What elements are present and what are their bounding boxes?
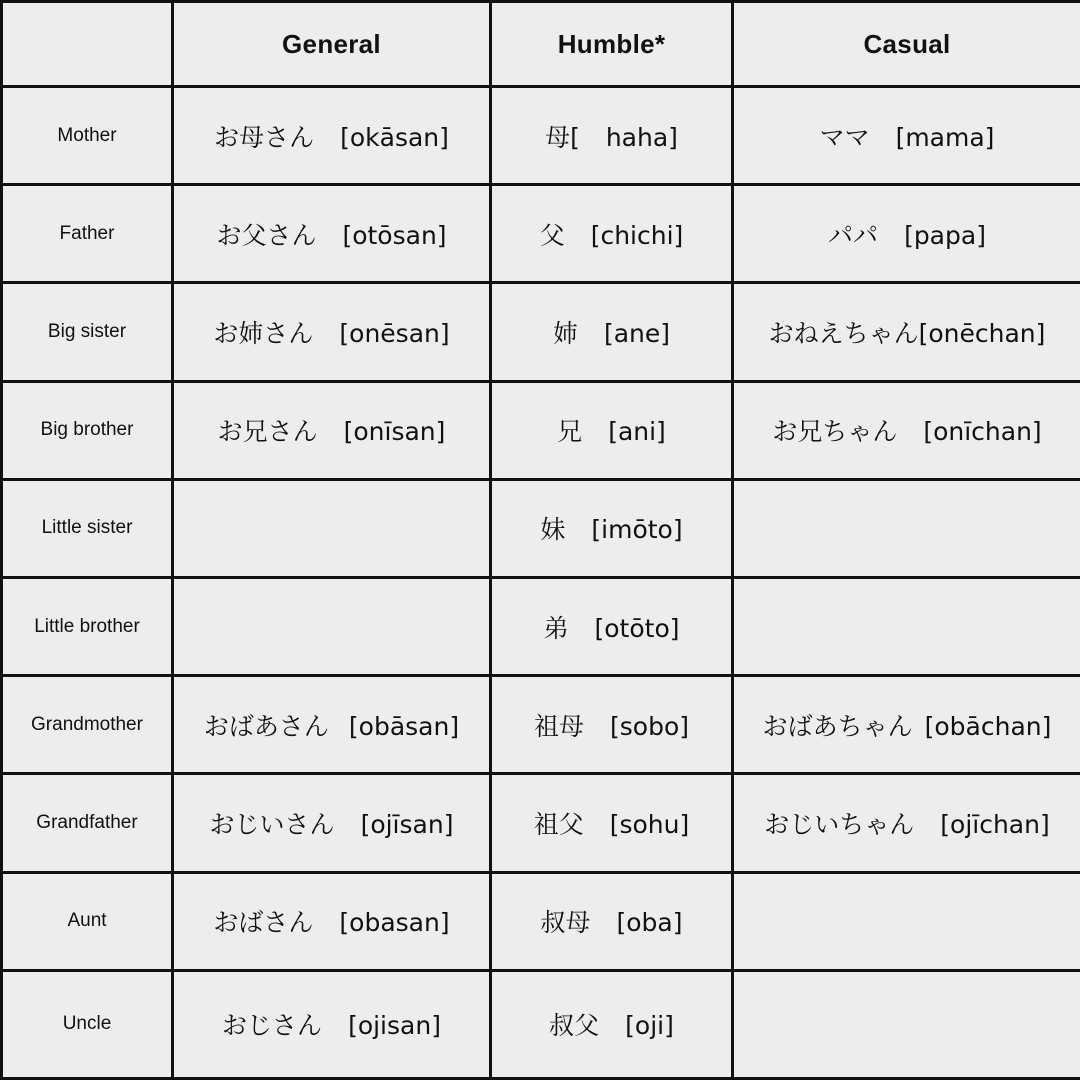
header-casual: Casual <box>733 2 1080 87</box>
table-row <box>2 479 1080 577</box>
humble-japanese: 姉 <box>552 318 578 348</box>
row-label: Grandmother <box>2 676 173 774</box>
general-romaji: [okāsan] <box>340 122 449 152</box>
humble-japanese: 叔母 <box>540 908 591 938</box>
general-japanese: おばあさん <box>203 711 329 741</box>
humble-romaji: [sohu] <box>609 809 690 839</box>
general-japanese: おじいさん <box>209 809 335 839</box>
casual-cell <box>733 774 1080 872</box>
table-row <box>2 283 1080 381</box>
general-romaji: [otōsan] <box>342 220 447 250</box>
general-cell <box>173 283 491 381</box>
casual-japanese: おねえちゃん <box>768 318 919 348</box>
casual-cell <box>733 577 1080 675</box>
header-general: General <box>173 2 491 87</box>
humble-japanese: 祖父 <box>533 809 584 839</box>
humble-cell <box>491 577 733 675</box>
general-romaji: [ojīsan] <box>360 809 454 839</box>
row-label: Aunt <box>2 872 173 970</box>
humble-cell <box>491 479 733 577</box>
humble-japanese: 祖母 <box>533 711 584 741</box>
general-cell <box>173 970 491 1078</box>
general-cell <box>173 185 491 283</box>
humble-cell <box>491 185 733 283</box>
humble-romaji: [ani] <box>608 417 666 447</box>
casual-romaji: [onēchan] <box>918 318 1046 348</box>
row-label: Father <box>2 185 173 283</box>
humble-japanese: 叔父 <box>549 1011 600 1041</box>
humble-romaji: [oba] <box>616 908 683 938</box>
humble-cell <box>491 676 733 774</box>
row-label: Grandfather <box>2 774 173 872</box>
casual-cell <box>733 381 1080 479</box>
general-cell <box>173 577 491 675</box>
table-row <box>2 185 1080 283</box>
general-cell <box>173 872 491 970</box>
casual-romaji: [ojīchan] <box>940 809 1050 839</box>
humble-japanese: 父 <box>539 220 565 250</box>
casual-japanese: おばあちゃん <box>762 711 913 741</box>
humble-romaji: [oji] <box>625 1011 674 1041</box>
humble-cell <box>491 87 733 185</box>
row-label: Big brother <box>2 381 173 479</box>
table-row <box>2 872 1080 970</box>
humble-romaji: [imōto] <box>591 515 683 545</box>
table-row <box>2 774 1080 872</box>
casual-cell <box>733 87 1080 185</box>
table-row <box>2 381 1080 479</box>
general-japanese: おじさん <box>222 1011 323 1041</box>
casual-romaji: [obāchan] <box>924 711 1052 741</box>
humble-cell <box>491 283 733 381</box>
general-romaji: [onīsan] <box>343 417 446 447</box>
casual-japanese: お兄ちゃん <box>772 417 898 447</box>
casual-romaji: [papa] <box>904 220 986 250</box>
casual-cell <box>733 872 1080 970</box>
humble-cell <box>491 872 733 970</box>
general-cell <box>173 479 491 577</box>
humble-cell <box>491 381 733 479</box>
humble-cell <box>491 774 733 872</box>
humble-romaji: [ane] <box>603 318 671 348</box>
casual-japanese: ママ <box>819 122 870 152</box>
humble-cell <box>491 970 733 1078</box>
table-row <box>2 970 1080 1078</box>
table-row <box>2 577 1080 675</box>
general-cell <box>173 774 491 872</box>
row-label: Mother <box>2 87 173 185</box>
general-japanese: お姉さん <box>213 318 314 348</box>
general-cell <box>173 676 491 774</box>
table-row <box>2 676 1080 774</box>
casual-japanese: パパ <box>828 220 879 250</box>
casual-japanese: おじいちゃん <box>764 809 915 839</box>
header-humble: Humble* <box>491 2 733 87</box>
humble-romaji: haha] <box>605 122 678 152</box>
general-romaji: [obasan] <box>339 908 450 938</box>
header-row <box>2 2 1080 87</box>
casual-cell <box>733 185 1080 283</box>
humble-japanese: 母[ <box>545 122 580 152</box>
casual-romaji: [onīchan] <box>923 417 1042 447</box>
humble-romaji: [chichi] <box>590 220 684 250</box>
general-romaji: [obāsan] <box>348 711 460 741</box>
row-label: Little brother <box>2 577 173 675</box>
general-romaji: [onēsan] <box>339 318 450 348</box>
humble-romaji: [sobo] <box>610 711 689 741</box>
casual-cell <box>733 283 1080 381</box>
general-japanese: お兄さん <box>217 417 318 447</box>
row-label: Uncle <box>2 970 173 1078</box>
casual-cell <box>733 970 1080 1078</box>
casual-cell <box>733 676 1080 774</box>
humble-japanese: 弟 <box>543 613 569 643</box>
table-row <box>2 87 1080 185</box>
general-cell <box>173 381 491 479</box>
general-japanese: おばさん <box>213 908 314 938</box>
humble-japanese: 兄 <box>557 417 583 447</box>
casual-romaji: [mama] <box>895 122 995 152</box>
general-japanese: お父さん <box>216 220 317 250</box>
humble-romaji: [otōto] <box>594 613 680 643</box>
general-japanese: お母さん <box>214 122 315 152</box>
general-romaji: [ojisan] <box>348 1011 441 1041</box>
casual-cell <box>733 479 1080 577</box>
humble-japanese: 妹 <box>540 515 566 545</box>
row-label: Big sister <box>2 283 173 381</box>
header-corner <box>2 2 173 87</box>
general-cell <box>173 87 491 185</box>
row-label: Little sister <box>2 479 173 577</box>
